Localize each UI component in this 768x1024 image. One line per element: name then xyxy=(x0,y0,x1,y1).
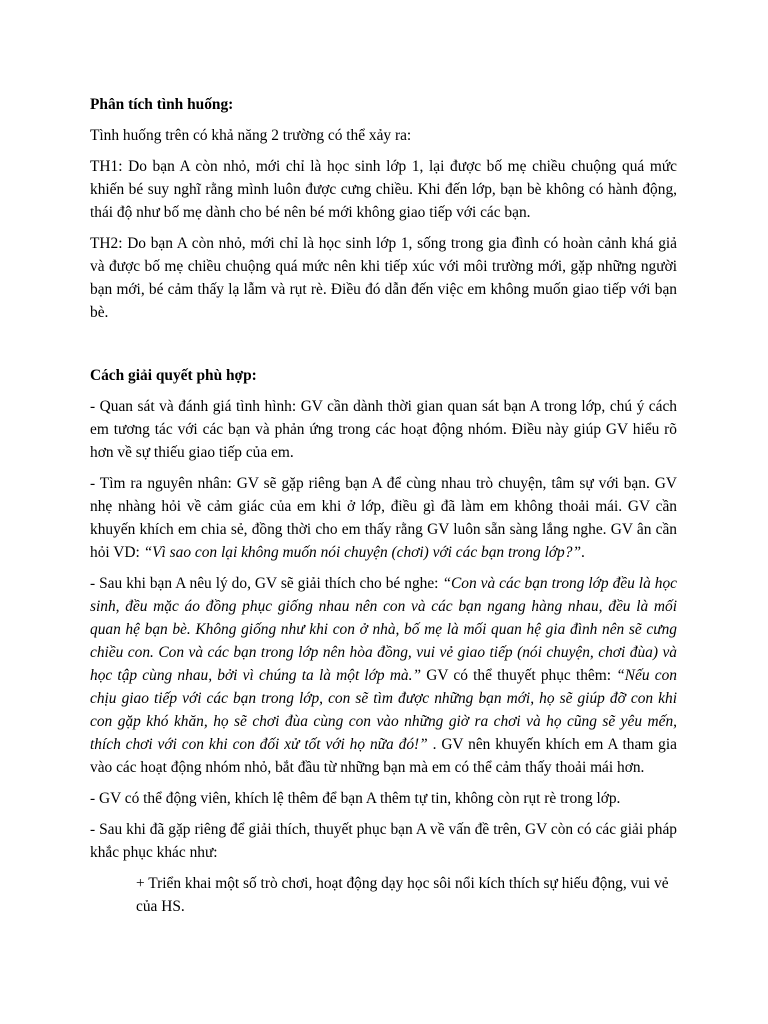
document-page xyxy=(90,90,677,918)
find-cause-end: . xyxy=(581,544,585,561)
explain-text-1: - Sau khi bạn A nêu lý do, GV sẽ giải thích cho bé nghe: xyxy=(90,575,443,592)
explain-quote-1: “Con và các bạn trong lớp đều là học sinh, đều mặc áo đồng phục giống nhau nên con và các bạn ngang hàng nhau, đều là mối quan hệ bạn bè. Không giống như khi con ở nhà, bố mẹ là mối quan hệ gia đình nên sẽ cưng chiều con. Con và các bạn trong lớp nên hòa đồng, vui vẻ giao tiếp (nói chuyện, chơi đùa) và học tập cùng nhau, bởi vì chúng ta là một lớp mà.” xyxy=(90,575,677,684)
list-item: + Triển khai một số trò chơi, hoạt động dạy học sôi nổi kích thích sự hiếu động, vui vẻ của HS. xyxy=(136,875,669,915)
other-solutions-paragraph: - Sau khi đã gặp riêng để giải thích, thuyết phục bạn A về vấn đề trên, GV còn có các giải pháp khắc phục khác như: xyxy=(90,821,677,861)
case-2-paragraph: TH2: Do bạn A còn nhỏ, mới chỉ là học sinh lớp 1, sống trong gia đình có hoàn cảnh khá giả và được bố mẹ chiều chuộng quá mức nên khi tiếp xúc với môi trường mới, gặp những người bạn mới, bé cảm thấy lạ lẫm và rụt rè. Điều đó dẫn đến việc em không muốn giao tiếp với bạn bè. xyxy=(90,235,677,321)
observe-paragraph: - Quan sát và đánh giá tình hình: GV cần dành thời gian quan sát bạn A trong lớp, chú ý cách em tương tác với các bạn và phản ứng trong các hoạt động nhóm. Điều này giúp GV hiểu rõ hơn về sự thiếu giao tiếp của em. xyxy=(90,398,677,461)
explain-text-2: GV có thể thuyết phục thêm: xyxy=(421,667,617,684)
explain-paragraph xyxy=(90,572,677,779)
explain-quote-2: “Nếu con chịu giao tiếp với các bạn trong lớp, con sẽ tìm được những bạn mới, họ sẽ giúp đỡ con khi con gặp khó khăn, họ sẽ chơi đùa cùng con vào những giờ ra chơi và họ cũng sẽ yêu mến, thích chơi với con khi con đối xử tốt với họ nữa đó!” xyxy=(90,667,677,753)
intro-paragraph: Tình huống trên có khả năng 2 trường có thể xảy ra: xyxy=(90,127,412,144)
find-cause-quote: “Vì sao con lại không muốn nói chuyện (chơi) với các bạn trong lớp?” xyxy=(143,544,582,561)
section-heading-analysis: Phân tích tình huống: xyxy=(90,96,234,113)
find-cause-paragraph xyxy=(90,472,677,564)
find-cause-text: - Tìm ra nguyên nhân: GV sẽ gặp riêng bạn A để cùng nhau trò chuyện, tâm sự với bạn. GV nhẹ nhàng hỏi về cảm giác của em khi ở lớp, điều gì đã làm em không thoải mái. GV cần khuyến khích em chia sẻ, đồng thời cho em thấy rằng GV luôn sẵn sàng lắng nghe. GV ân cần hỏi VD: xyxy=(90,475,677,561)
section-heading-solution: Cách giải quyết phù hợp: xyxy=(90,367,257,384)
case-1-paragraph: TH1: Do bạn A còn nhỏ, mới chỉ là học sinh lớp 1, lại được bố mẹ chiều chuộng quá mức khiến bé suy nghĩ rằng mình luôn được cưng chiều. Khi đến lớp, bạn bè không có hành động, thái độ như bố mẹ dành cho bé nên bé mới không giao tiếp với các bạn. xyxy=(90,158,677,221)
encourage-paragraph: - GV có thể động viên, khích lệ thêm để bạn A thêm tự tin, không còn rụt rè trong lớp. xyxy=(90,790,621,807)
explain-text-3: . GV nên khuyến khích em A tham gia vào các hoạt động nhóm nhỏ, bắt đầu từ những bạn mà em có thể cảm thấy thoải mái hơn. xyxy=(90,736,677,776)
